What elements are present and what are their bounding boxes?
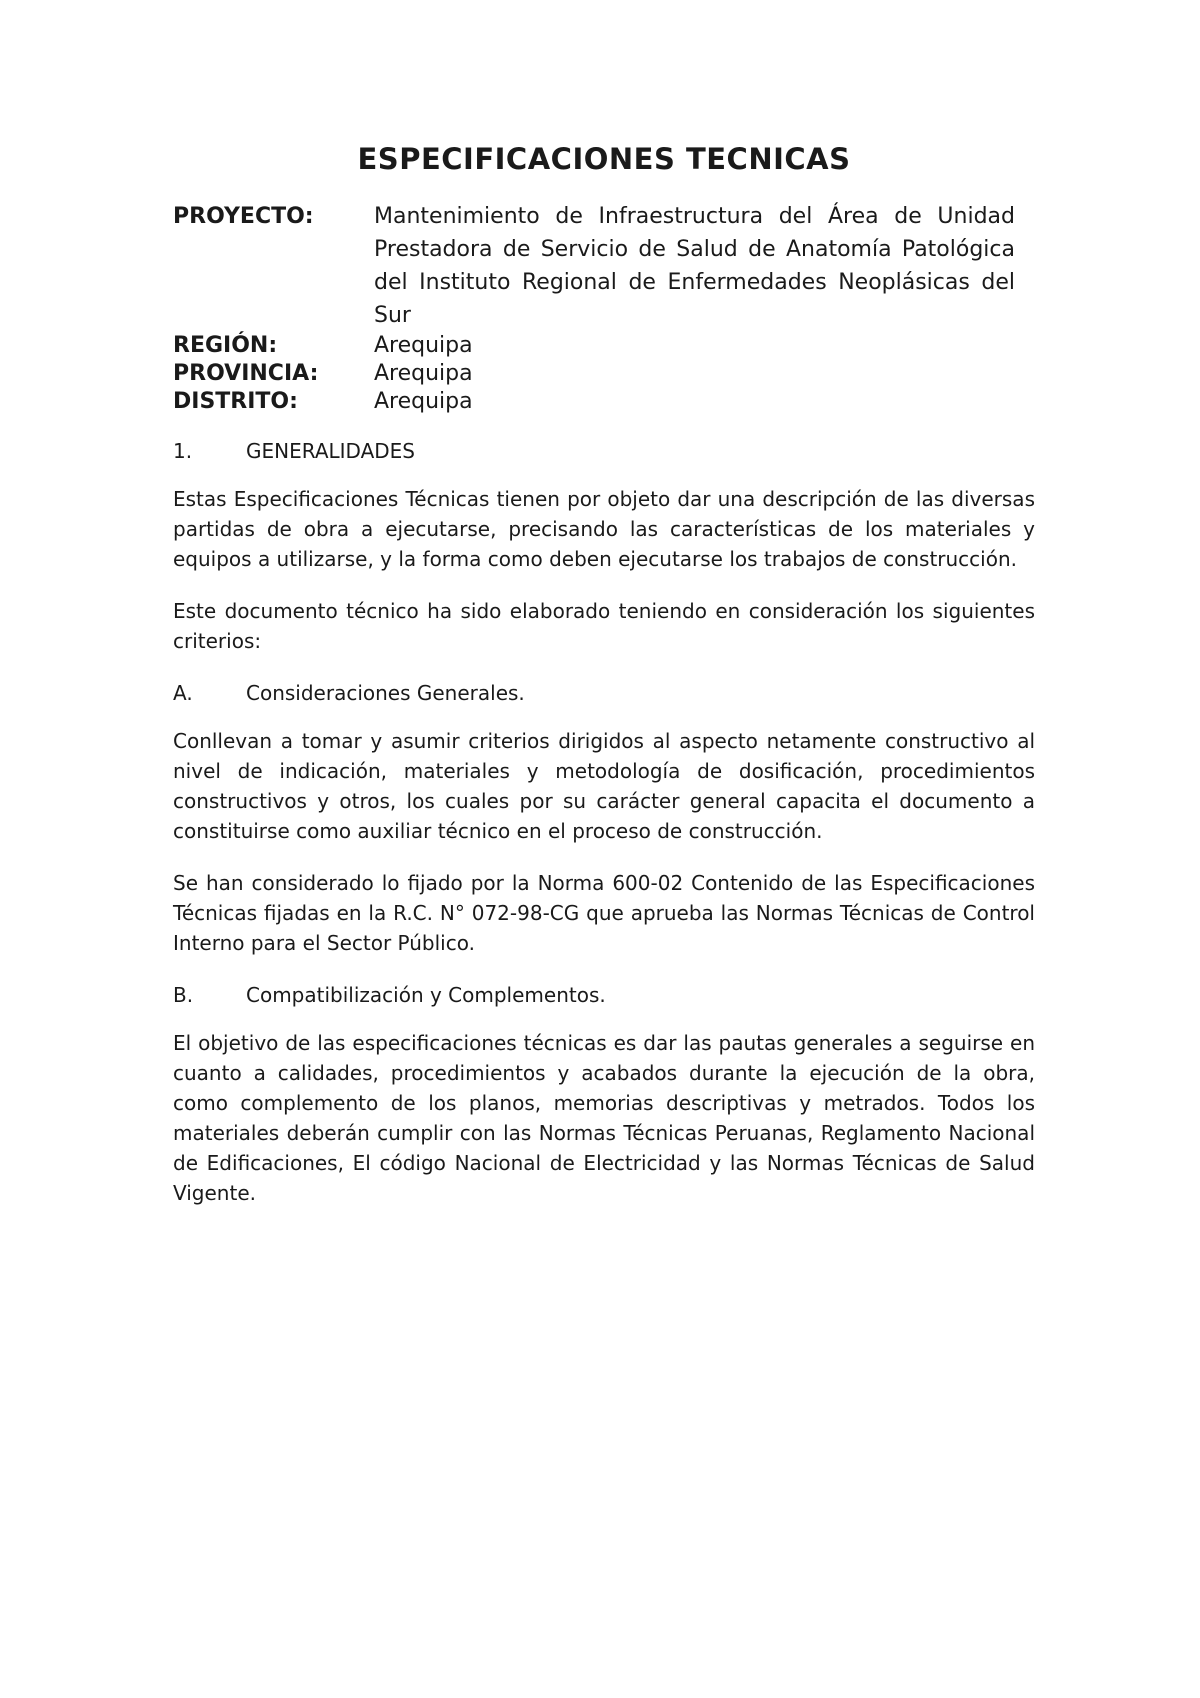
document-body — [173, 140, 1035, 1230]
project-label: PROYECTO: — [173, 204, 314, 229]
section-heading-generalidades — [173, 436, 1035, 466]
paragraph: Estas Especificaciones Técnicas tienen por objeto dar una descripción de las diversas partidas de obra a ejecutarse, precisando las características de los materiales y equipos a utilizarse, y la forma como deben ejecutarse los trabajos de construcción. — [173, 487, 1035, 571]
section-heading-consideraciones — [173, 678, 1035, 708]
paragraph: El objetivo de las especificaciones técnicas es dar las pautas generales a seguirse en cuanto a calidades, procedimientos y acabados durante la ejecución de la obra, como complemento de los planos, memorias descriptivas y metrados. Todos los materiales deberán cumplir con las Normas Técnicas Peruanas, Reglamento Nacional de Edificaciones, El código Nacional de Electricidad y las Normas Técnicas de Salud Vigente. — [173, 1031, 1035, 1205]
section-heading-compatibilizacion — [173, 980, 1035, 1010]
paragraph: Este documento técnico ha sido elaborado teniendo en consideración los siguientes criterios: — [173, 599, 1035, 653]
section-title: GENERALIDADES — [246, 439, 416, 463]
project-value: Mantenimiento de Infraestructura del Área de Unidad Prestadora de Servicio de Salud de Anatomía Patológica del Instituto Regional de Enfermedades Neoplásicas del Sur — [374, 204, 1015, 328]
section-number: 1. — [173, 439, 193, 463]
region-value: Arequipa — [374, 333, 473, 358]
paragraph: Se han considerado lo fijado por la Norma 600-02 Contenido de las Especificaciones Técnicas fijadas en la R.C. N° 072-98-CG que aprueba las Normas Técnicas de Control Interno para el Sector Público. — [173, 871, 1035, 955]
paragraph: Conllevan a tomar y asumir criterios dirigidos al aspecto netamente constructivo al nivel de indicación, materiales y metodología de dosificación, procedimientos constructivos y otros, los cuales por su carácter general capacita el documento a constituirse como auxiliar técnico en el proceso de construcción. — [173, 729, 1035, 843]
province-label: PROVINCIA: — [173, 361, 319, 386]
district-label: DISTRITO: — [173, 389, 298, 414]
province-value: Arequipa — [374, 361, 473, 386]
district-value: Arequipa — [374, 389, 473, 414]
section-number: A. — [173, 681, 193, 705]
project-info-block — [173, 200, 1035, 416]
section-number: B. — [173, 983, 194, 1007]
document-title: ESPECIFICACIONES TECNICAS — [357, 142, 851, 176]
region-label: REGIÓN: — [173, 333, 278, 358]
section-title: Compatibilización y Complementos. — [246, 983, 606, 1007]
section-title: Consideraciones Generales. — [246, 681, 525, 705]
